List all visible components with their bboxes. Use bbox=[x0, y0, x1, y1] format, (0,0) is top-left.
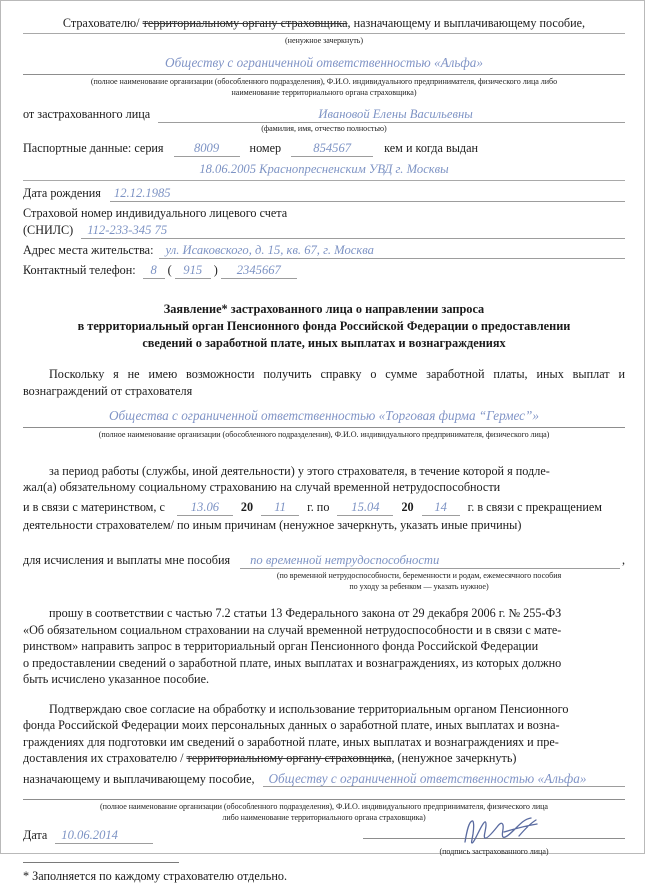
benefit-caption-line2: по уходу за ребенком — указать нужное) bbox=[349, 581, 489, 591]
organization-value: Обществу с ограниченной ответственностью «Альфа» bbox=[165, 55, 483, 70]
passport-issued-value: 18.06.2005 Краснопресненским УВД г. Москвы bbox=[199, 161, 449, 176]
phone-label: Контактный телефон: bbox=[23, 263, 136, 277]
paragraph-consent-line2: фонда Российской Федерации моих персональных данных о заработной плате, иных выплатах и возна- bbox=[23, 718, 560, 732]
birth-date-value: 12.12.1985 bbox=[113, 185, 171, 200]
phone-paren-close: ) bbox=[213, 263, 218, 277]
period-to-day-value: 15.04 bbox=[351, 499, 380, 514]
insured-name-label: от застрахованного лица bbox=[23, 107, 151, 121]
page-title-line2: в территориальный орган Пенсионного фонда Российской Федерации о предоставлении bbox=[77, 319, 571, 333]
paragraph-consent-line1: Подтверждаю свое согласие на обработку и использование территориальным органом Пенсионного bbox=[49, 701, 569, 716]
addressee-struck-text: территориальному органу страховщика bbox=[142, 16, 348, 30]
page-title-line3: сведений о заработной плате, иных выплатах и вознаграждениях bbox=[142, 336, 506, 350]
consent-org-label: назначающему и выплачивающему пособие, bbox=[23, 771, 255, 786]
consent-suffix: , (ненужное зачеркнуть) bbox=[391, 751, 517, 765]
employer-rule bbox=[23, 427, 625, 428]
insured-name-value: Ивановой Елены Васильевны bbox=[318, 107, 473, 121]
phone-country-value: 8 bbox=[150, 263, 157, 277]
consent-prefix: доставления их страхователю / bbox=[23, 751, 187, 765]
passport-number-field[interactable] bbox=[291, 140, 373, 157]
birth-date-row bbox=[23, 185, 625, 202]
employer-value: Общества с ограниченной ответственностью «Торговая фирма “Гермес”» bbox=[109, 408, 539, 423]
date-label: Дата bbox=[23, 828, 48, 842]
page-title-line1: Заявление* застрахованного лица о направлении запроса bbox=[163, 302, 485, 316]
consent-caption-line2: либо наименование территориального органа страховщика) bbox=[222, 812, 426, 822]
benefit-label: для исчисления и выплаты мне пособия bbox=[23, 553, 231, 567]
footnote-text: * Заполняется по каждому страхователю отдельно. bbox=[23, 868, 288, 883]
consent-struck-text: территориальному органу страховщика bbox=[186, 751, 392, 765]
benefit-field[interactable] bbox=[240, 552, 620, 569]
address-label: Адрес места жительства: bbox=[23, 243, 154, 257]
passport-number-label: номер bbox=[249, 140, 282, 155]
signature-field[interactable] bbox=[363, 838, 625, 839]
organization-caption-line1: (полное наименование организации (обособленного подразделения), Ф.И.О. индивидуального предпринимателя, физического лица либо bbox=[90, 77, 558, 86]
address-field[interactable] bbox=[159, 242, 625, 259]
period-mid-label-1: г. по bbox=[307, 499, 330, 514]
organization-rule bbox=[23, 74, 625, 75]
paragraph-consent-line4 bbox=[23, 750, 625, 767]
phone-paren-open: ( bbox=[167, 263, 172, 277]
period-from-year-field[interactable] bbox=[261, 499, 299, 516]
period-tail-label: деятельности страхователем/ по иным причинам (ненужное зачеркнуть, указать иные причины) bbox=[23, 517, 522, 532]
consent-caption-line1: (полное наименование организации (обособленного подразделения), Ф.И.О. индивидуального предпринимателя, физического лица bbox=[100, 802, 548, 811]
consent-org-field[interactable] bbox=[263, 771, 625, 787]
date-value: 10.06.2014 bbox=[61, 828, 118, 842]
phone-row bbox=[23, 262, 625, 279]
addressee-line bbox=[23, 15, 625, 32]
passport-issued-field[interactable] bbox=[23, 160, 625, 178]
insured-name-row bbox=[23, 106, 625, 123]
consent-org-rule bbox=[23, 799, 625, 800]
period-to-day-field[interactable] bbox=[337, 499, 393, 516]
date-field[interactable] bbox=[55, 827, 153, 844]
address-value: ул. Исаковского, д. 15, кв. 67, г. Москва bbox=[165, 243, 374, 257]
passport-number-value: 854567 bbox=[313, 140, 352, 155]
addressee-suffix: , назначающему и выплачивающему пособие, bbox=[347, 16, 586, 30]
period-prefix-label: и в связи с материнством, с bbox=[23, 499, 165, 514]
period-mid-label-2: г. в связи с прекращением bbox=[467, 499, 603, 514]
paragraph-request-line3: ринством» направить запрос в территориальный орган Пенсионного фонда Российской Федерации bbox=[23, 639, 539, 653]
benefit-row bbox=[23, 552, 625, 569]
snils-label-line: Страховой номер индивидуального лицевого счета bbox=[23, 205, 288, 220]
footnote-separator bbox=[23, 862, 179, 863]
employer-field[interactable] bbox=[23, 407, 625, 425]
phone-code-value: 915 bbox=[183, 263, 203, 277]
organization-field[interactable] bbox=[23, 54, 625, 72]
addressee-rule bbox=[23, 33, 625, 34]
date-signature-row bbox=[23, 827, 625, 844]
birth-date-label: Дата рождения bbox=[23, 185, 101, 200]
cross-out-caption: (ненужное зачеркнуть) bbox=[285, 35, 363, 45]
addressee-prefix: Страхователю/ bbox=[62, 16, 143, 30]
period-to-year-value: 14 bbox=[434, 499, 447, 514]
snils-label: (СНИЛС) bbox=[23, 223, 74, 237]
organization-caption-line2: наименование территориального органа страховщика) bbox=[231, 87, 417, 97]
paragraph-period-line1: за период работы (службы, иной деятельности) у этого страхователя, в течение которой я подле- bbox=[49, 463, 550, 478]
period-from-day-field[interactable] bbox=[177, 499, 233, 516]
paragraph-request-line2: «Об обязательном социальном страховании на случай временной нетрудоспособности и в связи с мате- bbox=[23, 622, 562, 637]
period-from-year-value: 11 bbox=[274, 499, 286, 514]
paragraph-request-line5: быть исчислено указанное пособие. bbox=[23, 672, 210, 686]
phone-number-value: 2345667 bbox=[236, 263, 281, 277]
birth-date-field[interactable] bbox=[110, 185, 625, 202]
paragraph-consent-line3: граждениях для подготовки им сведений о заработной плате, иных выплатах и вознаграждениях и пре- bbox=[23, 734, 559, 749]
paragraph-request-line4: о предоставлении сведений о заработной плате, иных выплатах и вознаграждениях, из которых должно bbox=[23, 655, 562, 670]
benefit-value: по временной нетрудоспособности bbox=[250, 553, 440, 567]
address-row bbox=[23, 242, 625, 259]
consent-org-row bbox=[23, 771, 625, 788]
paragraph-reason: Поскольку я не имею возможности получить справку о сумме заработной платы, иных выплат и вознаграждений от страхователя bbox=[23, 367, 625, 398]
phone-number-field[interactable] bbox=[221, 262, 297, 279]
signature-caption: (подпись застрахованного лица) bbox=[439, 847, 549, 856]
passport-label: Паспортные данные: серия bbox=[23, 140, 164, 155]
consent-org-value: Обществу с ограниченной ответственностью «Альфа» bbox=[268, 770, 587, 786]
snils-value: 112-233-345 75 bbox=[87, 223, 168, 237]
passport-series-value: 8009 bbox=[193, 140, 220, 155]
signature-rule bbox=[363, 838, 625, 839]
employer-caption: (полное наименование организации (обособленного подразделения), Ф.И.О. индивидуального предпринимателя, физического лица) bbox=[98, 430, 550, 439]
passport-issued-rule bbox=[23, 180, 625, 181]
period-from-day-value: 13.06 bbox=[190, 499, 220, 514]
benefit-caption-line1: (по временной нетрудоспособности, беременности и родам, ежемесячного пособия bbox=[276, 571, 562, 580]
paragraph-request-line1: прошу в соответствии с частью 7.2 статьи 13 Федерального закона от 29 декабря 2006 г. № 255-ФЗ bbox=[49, 606, 562, 620]
insured-name-caption: (фамилия, имя, отчество полностью) bbox=[261, 124, 387, 133]
passport-row bbox=[23, 140, 625, 157]
paragraph-period-line2: жал(а) обязательному социальному страхованию на случай временной нетрудоспособности bbox=[23, 480, 501, 494]
passport-series-field[interactable] bbox=[174, 140, 240, 157]
insured-name-field[interactable] bbox=[158, 106, 625, 123]
passport-issued-label: кем и когда выдан bbox=[384, 140, 479, 155]
period-to-year-field[interactable] bbox=[422, 499, 460, 516]
snils-row bbox=[23, 222, 625, 239]
period-row bbox=[23, 499, 625, 516]
benefit-comma: , bbox=[621, 553, 625, 567]
snils-field[interactable] bbox=[81, 222, 625, 239]
phone-country-field[interactable] bbox=[143, 262, 165, 279]
period-to-century: 20 bbox=[401, 499, 414, 514]
document-body bbox=[23, 11, 625, 884]
phone-code-field[interactable] bbox=[175, 262, 211, 279]
period-from-century: 20 bbox=[240, 499, 254, 514]
